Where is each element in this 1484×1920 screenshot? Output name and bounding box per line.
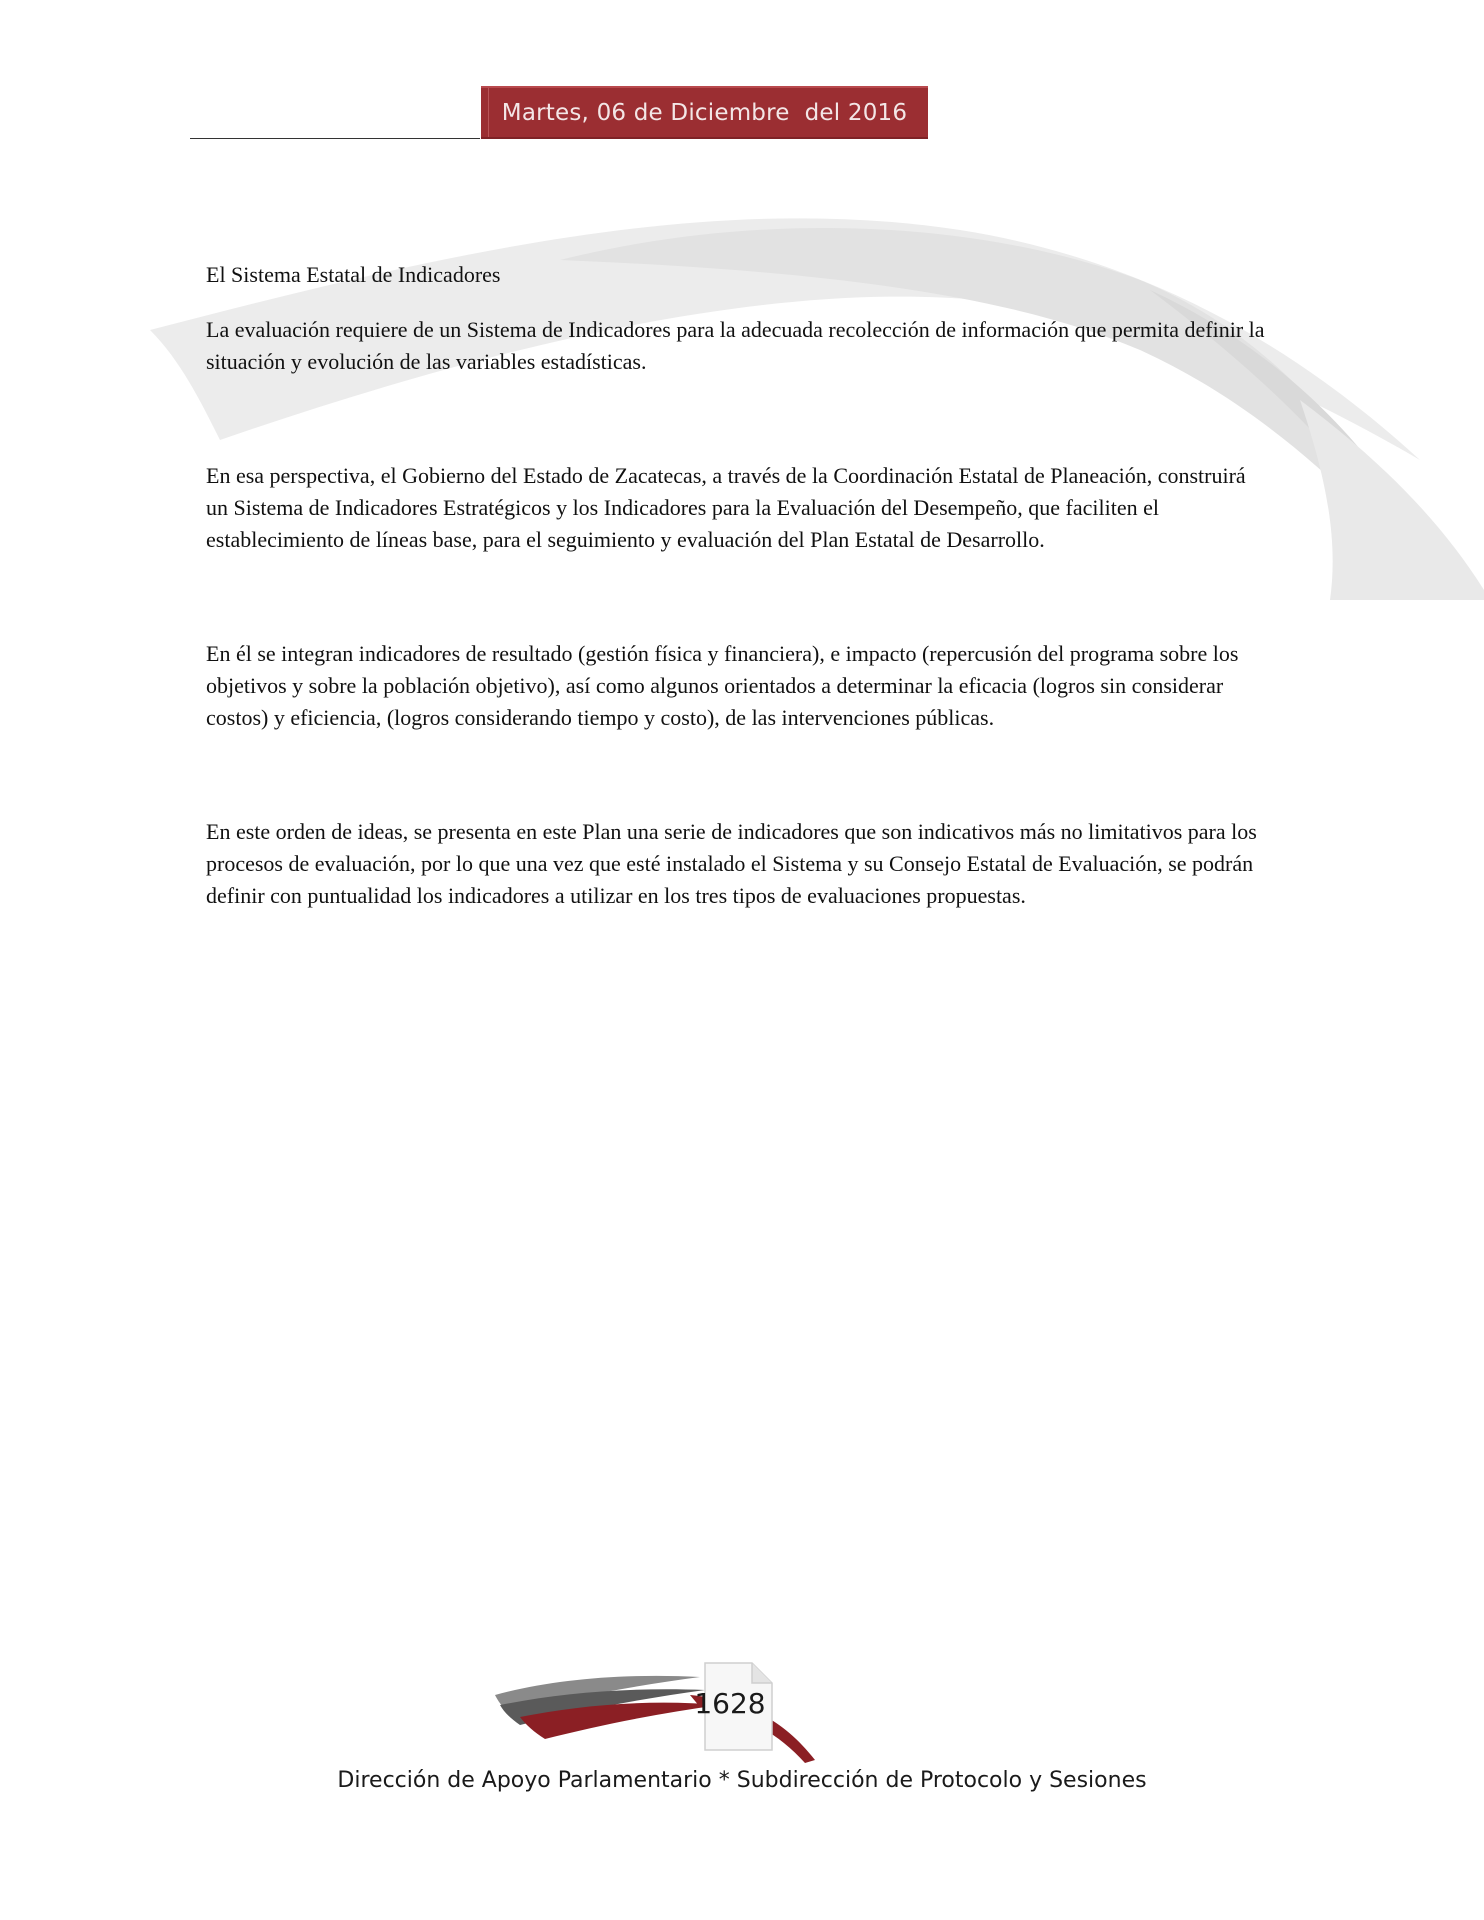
footer-logo [490, 1655, 830, 1765]
date-banner [481, 86, 928, 139]
header-rule [190, 138, 480, 139]
section-title: El Sistema Estatal de Indicadores [206, 262, 501, 287]
paragraph-4: En este orden de ideas, se presenta en este Plan una serie de indicadores que son indicativos más no limitativos para los procesos de evaluación, por lo que una vez que esté instalado el Sistema y su Consejo Estatal de Evaluación, se podrán definir con puntualidad los indicadores a utilizar en los tres tipos de evaluaciones propuestas. [206, 819, 1257, 908]
page-number: 1628 [694, 1687, 766, 1720]
footer-text: Dirección de Apoyo Parlamentario * Subdirección de Protocolo y Sesiones [337, 1768, 1147, 1793]
paragraph-2: En esa perspectiva, el Gobierno del Estado de Zacatecas, a través de la Coordinación Estatal de Planeación, construirá un Sistema de Indicadores Estratégicos y los Indicadores para la Evaluación del Desempeño, que faciliten el establecimiento de líneas base, para el seguimiento y evaluación del Plan Estatal de Desarrollo. [206, 463, 1246, 552]
paragraph-3: En él se integran indicadores de resultado (gestión física y financiera), e impacto (repercusión del programa sobre los objetivos y sobre la población objetivo), así como algunos orientados a determinar la eficacia (logros sin considerar costos) y eficiencia, (logros considerando tiempo y costo), de las intervenciones públicas. [206, 641, 1239, 730]
header-date: Martes, 06 de Diciembre del 2016 [501, 100, 908, 126]
document-body [206, 258, 1266, 912]
paragraph-1: La evaluación requiere de un Sistema de Indicadores para la adecuada recolección de información que permita definir la situación y evolución de las variables estadísticas. [206, 317, 1265, 374]
